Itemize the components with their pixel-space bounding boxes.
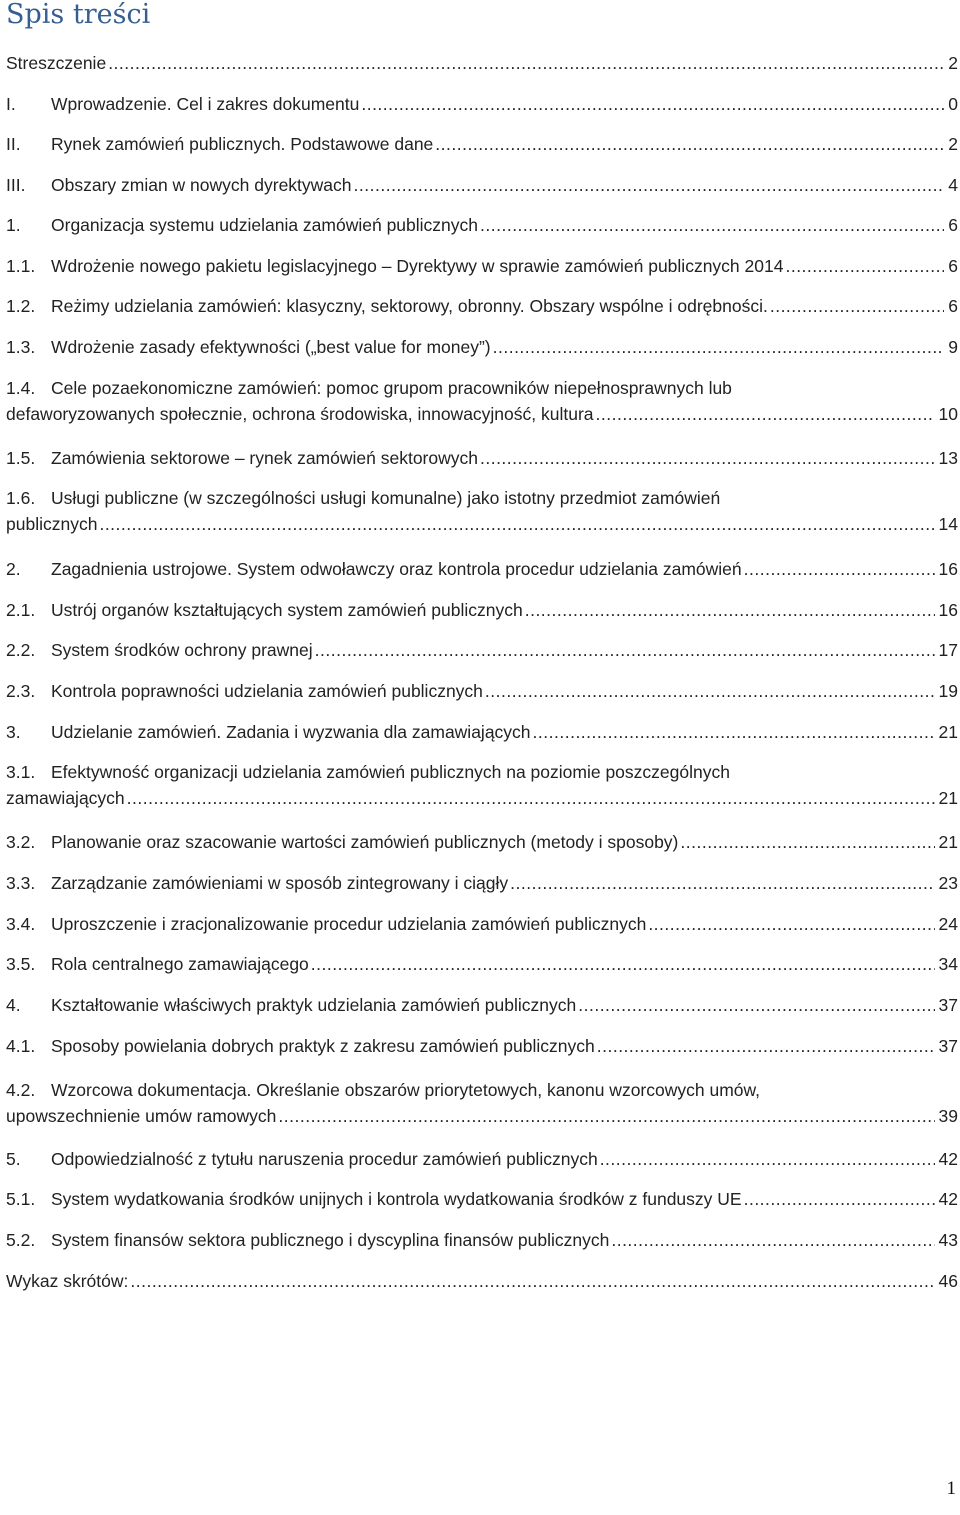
toc-entry-page: 10 (938, 404, 958, 424)
toc-entry-title: Wdrożenie nowego pakietu legislacyjnego – Dyrektywy w sprawie zamówień publicznych 2014 (51, 256, 784, 276)
toc-entry-number: 2. (6, 559, 21, 579)
toc-entry-number: 1.2. (6, 296, 36, 316)
toc-entry-title-continued: zamawiających (6, 788, 125, 808)
toc-entry-title: Zarządzanie zamówieniami w sposób zintegrowany i ciągły (51, 873, 509, 893)
toc-entry-number: 5.1. (6, 1189, 36, 1209)
toc-entry-page: 37 (938, 1036, 958, 1056)
toc-entry-title: Planowanie oraz szacowanie wartości zamówień publicznych (metody i sposoby) (51, 832, 679, 852)
toc-entry-title: Wykaz skrótów: (6, 1271, 129, 1291)
toc-entry-title: Reżimy udzielania zamówień: klasyczny, sektorowy, obronny. Obszary wspólne i odrębności. (51, 296, 768, 316)
toc-entry-leader (354, 172, 945, 198)
toc-entry-leader (578, 992, 934, 1018)
toc-entry-number: 2.1. (6, 600, 36, 620)
toc-entry-number: 3.3. (6, 873, 36, 893)
toc-entry-title: System wydatkowania środków unijnych i kontrola wydatkowania środków z funduszy UE (51, 1189, 742, 1209)
toc-entry-leader (770, 293, 944, 319)
toc-entry-title: Wprowadzenie. Cel i zakres dokumentu (51, 94, 360, 114)
toc-entry-i[interactable] (6, 91, 958, 117)
toc-entry-number: I. (6, 94, 16, 114)
toc-entry-title: Uproszczenie i zracjonalizowanie procedur udzielania zamówień publicznych (51, 914, 647, 934)
toc-entry-2-1[interactable] (6, 597, 958, 623)
toc-entry-page: 9 (948, 337, 958, 357)
toc-entry-leader (680, 829, 934, 855)
toc-entry-title: Rola centralnego zamawiającego (51, 954, 309, 974)
toc-entry-title: Usługi publiczne (w szczególności usługi komunalne) jako istotny przedmiot zamówień (51, 488, 721, 508)
toc-entry-page: 6 (948, 215, 958, 235)
toc-entry-page: 16 (938, 600, 958, 620)
footer-page-number: 1 (946, 1478, 956, 1499)
toc-entry-1-3[interactable] (6, 334, 958, 360)
toc-entry-title: Cele pozaekonomiczne zamówień: pomoc grupom pracowników niepełnosprawnych lub (51, 378, 732, 398)
toc-entry-title: Efektywność organizacji udzielania zamówień publicznych na poziomie poszczególnych (51, 762, 730, 782)
toc-entry-1-2[interactable] (6, 293, 958, 319)
toc-entry-number: 1.5. (6, 448, 36, 468)
toc-entry-page: 2 (948, 134, 958, 154)
toc-entry-leader (311, 951, 935, 977)
toc-entry-title: Kształtowanie właściwych praktyk udzielania zamówień publicznych (51, 995, 577, 1015)
toc-entry-title-continued: upowszechnienie umów ramowych (6, 1106, 277, 1126)
toc-entry-title: Wdrożenie zasady efektywności („best value for money”) (51, 337, 491, 357)
toc-entry-page: 4 (948, 175, 958, 195)
toc-entry-number: 1.1. (6, 256, 36, 276)
toc-entry-title: System środków ochrony prawnej (51, 640, 313, 660)
toc-entry-number: 4.2. (6, 1080, 36, 1100)
toc-entry-leader (510, 870, 934, 896)
toc-entry-3[interactable] (6, 719, 958, 745)
toc-entry-number: 3.5. (6, 954, 36, 974)
toc-entry-number: 3.2. (6, 832, 36, 852)
toc-entry-number: 1.3. (6, 337, 36, 357)
toc-entry-ii[interactable] (6, 131, 958, 157)
toc-entry-item-0[interactable] (6, 50, 958, 76)
toc-entry-page: 19 (938, 681, 958, 701)
toc-entry-number: 2.2. (6, 640, 36, 660)
toc-entry-leader (597, 1033, 935, 1059)
toc-entry-page: 23 (938, 873, 958, 893)
toc-entry-leader (525, 597, 935, 623)
toc-entry-leader (99, 511, 934, 537)
toc-entry-title: Udzielanie zamówień. Zadania i wyzwania dla zamawiających (51, 722, 531, 742)
toc-entry-number: 4.1. (6, 1036, 36, 1056)
toc-entry-leader (600, 1146, 935, 1172)
toc-entry-iii[interactable] (6, 172, 958, 198)
toc-entry-leader (744, 556, 935, 582)
toc-entry-leader (108, 50, 944, 76)
toc-entry-leader (315, 637, 935, 663)
toc-entry-title: System finansów sektora publicznego i dyscyplina finansów publicznych (51, 1230, 610, 1250)
toc-entry-page: 6 (948, 256, 958, 276)
toc-entry-page: 37 (938, 995, 958, 1015)
toc-entry-number: 4. (6, 995, 21, 1015)
toc-entry-1-4[interactable] (6, 375, 958, 429)
toc-entry-leader (596, 401, 935, 427)
toc-entry-page: 21 (938, 788, 958, 808)
toc-entry-leader (480, 212, 944, 238)
toc-entry-3-4[interactable] (6, 911, 958, 937)
toc-entry-1[interactable] (6, 212, 958, 238)
toc-entry-title: Sposoby powielania dobrych praktyk z zakresu zamówień publicznych (51, 1036, 595, 1056)
toc-entry-page: 34 (938, 954, 958, 974)
toc-entry-number: 2.3. (6, 681, 36, 701)
toc-entry-title: Streszczenie (6, 53, 107, 73)
toc-entry-number: 5.2. (6, 1230, 36, 1250)
toc-entry-leader (480, 445, 935, 471)
toc-entry-title: Rynek zamówień publicznych. Podstawowe dane (51, 134, 434, 154)
toc-entry-title-continued: defaworyzowanych społecznie, ochrona środowiska, innowacyjność, kultura (6, 404, 594, 424)
toc-entry-page: 24 (938, 914, 958, 934)
toc-entry-leader (127, 785, 935, 811)
toc-entry-4-2[interactable] (6, 1077, 958, 1131)
toc-entry-title: Odpowiedzialność z tytułu naruszenia procedur zamówień publicznych (51, 1149, 598, 1169)
toc-entry-title: Kontrola poprawności udzielania zamówień publicznych (51, 681, 483, 701)
toc-entry-3-3[interactable] (6, 870, 958, 896)
toc-entry-leader (493, 334, 945, 360)
toc-entry-4-1[interactable] (6, 1033, 958, 1059)
toc-entry-3-1[interactable] (6, 759, 958, 813)
toc-entry-page: 0 (948, 94, 958, 114)
toc-entry-2[interactable] (6, 556, 958, 582)
toc-entry-leader (785, 253, 944, 279)
toc-entry-page: 2 (948, 53, 958, 73)
toc-entry-number: II. (6, 134, 21, 154)
toc-entry-leader (361, 91, 944, 117)
toc-entry-number: 5. (6, 1149, 21, 1169)
toc-entry-leader (278, 1103, 934, 1129)
toc-entry-title-continued: publicznych (6, 514, 98, 534)
toc-entry-4[interactable] (6, 992, 958, 1018)
toc-entry-item-27[interactable] (6, 1268, 958, 1294)
toc-entry-number: 3.4. (6, 914, 36, 934)
toc-entry-2-2[interactable] (6, 637, 958, 663)
toc-entry-page: 16 (938, 559, 958, 579)
toc-entry-5-2[interactable] (6, 1227, 958, 1253)
toc-entry-leader (744, 1186, 935, 1212)
toc-entry-leader (130, 1268, 934, 1294)
toc-entry-3-2[interactable] (6, 829, 958, 855)
toc-entry-title: Zamówienia sektorowe – rynek zamówień sektorowych (51, 448, 478, 468)
toc-entry-number: III. (6, 175, 26, 195)
toc-entry-page: 21 (938, 832, 958, 852)
toc-entry-title: Zagadnienia ustrojowe. System odwoławczy oraz kontrola procedur udzielania zamówień (51, 559, 742, 579)
toc-entry-leader (648, 911, 934, 937)
toc-entry-page: 42 (938, 1189, 958, 1209)
toc-entry-5-1[interactable] (6, 1186, 958, 1212)
toc-entry-page: 21 (938, 722, 958, 742)
toc-entry-leader (533, 719, 935, 745)
toc-entry-number: 1.4. (6, 378, 36, 398)
toc-entry-3-5[interactable] (6, 951, 958, 977)
toc-entry-title: Obszary zmian w nowych dyrektywach (51, 175, 352, 195)
toc-entry-title: Organizacja systemu udzielania zamówień publicznych (51, 215, 479, 235)
toc-entry-5[interactable] (6, 1146, 958, 1172)
toc-entry-page: 43 (938, 1230, 958, 1250)
toc-entry-page: 42 (938, 1149, 958, 1169)
toc-entry-leader (485, 678, 935, 704)
toc-entry-title: Ustrój organów kształtujących system zamówień publicznych (51, 600, 523, 620)
toc-entry-title: Wzorcowa dokumentacja. Określanie obszarów priorytetowych, kanonu wzorcowych umów, (51, 1080, 761, 1100)
toc-entry-number: 3. (6, 722, 21, 742)
toc-entry-2-3[interactable] (6, 678, 958, 704)
toc-entry-number: 1. (6, 215, 21, 235)
toc-entry-1-5[interactable] (6, 445, 958, 471)
toc-entry-page: 39 (938, 1106, 958, 1126)
toc-title: Spis treści (6, 0, 151, 30)
toc-entry-page: 17 (938, 640, 958, 660)
toc-entry-1-1[interactable] (6, 253, 958, 279)
toc-entry-page: 46 (938, 1271, 958, 1291)
toc-entry-number: 3.1. (6, 762, 36, 782)
toc-entry-page: 14 (938, 514, 958, 534)
toc-entry-page: 6 (948, 296, 958, 316)
toc-entry-number: 1.6. (6, 488, 36, 508)
toc-entry-1-6[interactable] (6, 485, 958, 539)
toc-entry-page: 13 (938, 448, 958, 468)
toc-entry-leader (435, 131, 944, 157)
toc-entry-leader (611, 1227, 934, 1253)
